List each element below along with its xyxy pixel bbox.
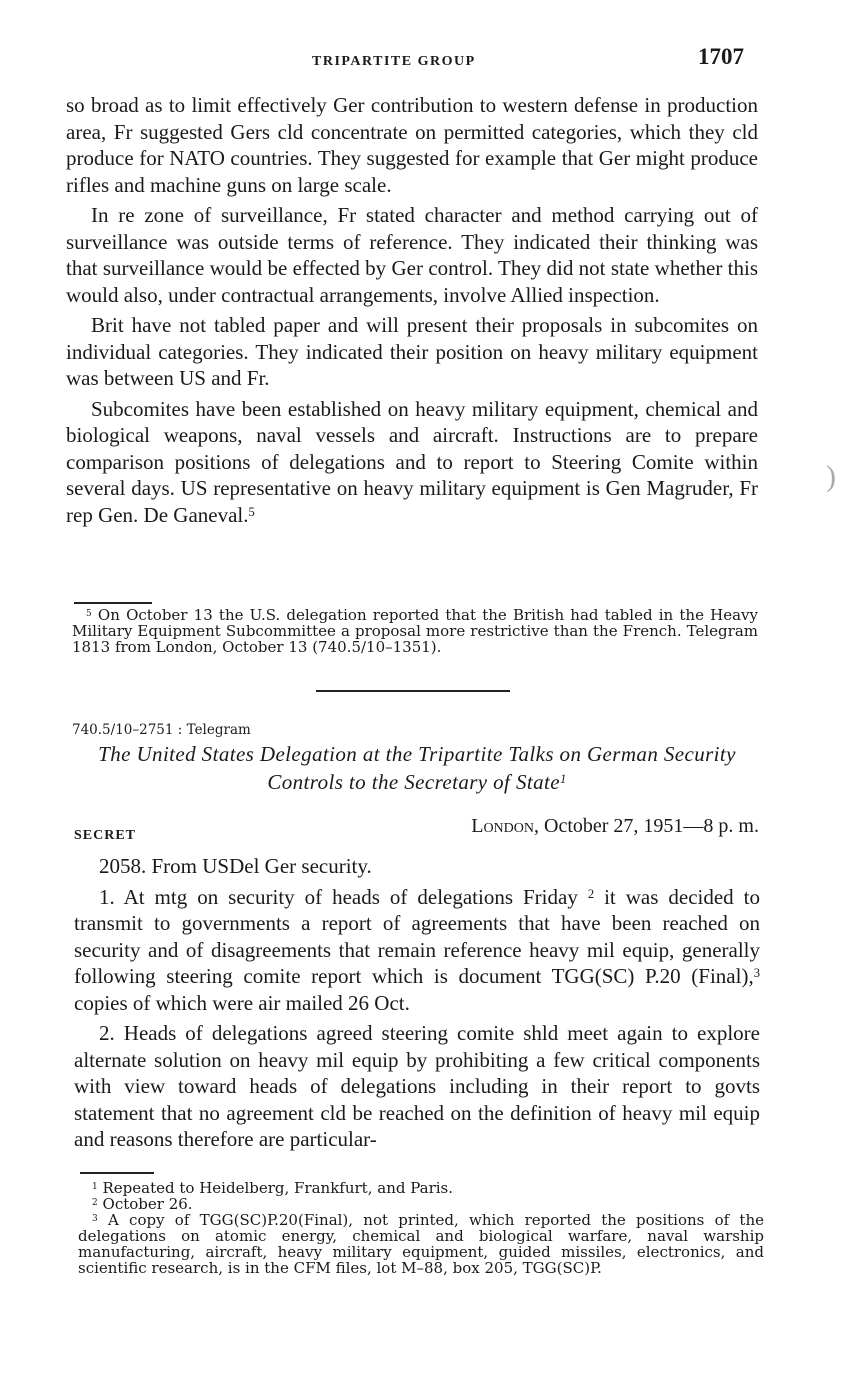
paragraph-continued: so broad as to limit effectively Ger contribution to western defense in production area, Fr suggested Gers cld concentrate on permitted categories, which they cld produce for NATO countries. They suggested for example that Ger might produce rifles and machine guns on large scale. xyxy=(66,93,758,197)
footnote-2-marker: 2 xyxy=(92,1197,98,1208)
paragraph-subcomites xyxy=(66,396,758,529)
page-number: 1707 xyxy=(698,44,744,69)
document-title-text: The United States Delegation at the Tripartite Talks on German Security Controls to the Secretary of State xyxy=(98,742,736,794)
classification-label: SECRET xyxy=(74,828,137,843)
footnote-2-text: October 26. xyxy=(102,1195,193,1213)
footnote-ref-5: 5 xyxy=(248,504,255,519)
footnote-rule-2 xyxy=(80,1172,154,1174)
dateline-date: , October 27, 1951—8 p. m. xyxy=(534,815,759,837)
telegram-body xyxy=(74,853,760,1153)
footnotes-block xyxy=(78,1180,764,1276)
footnote-2 xyxy=(78,1196,764,1212)
footnote-ref-3: 3 xyxy=(753,966,760,981)
paragraph-1-part-b: it was decided to transmit to governments a report of agreements that have been reached on security and of disagreements that remain reference heavy mil equip, generally following steering comite report which is document TGG(SC) P.20 (Final), xyxy=(74,884,760,988)
section-divider xyxy=(316,690,510,692)
footnote-3 xyxy=(78,1212,764,1276)
telegram-line: 2058. From USDel Ger security. xyxy=(99,854,372,878)
footnote-ref-1: 1 xyxy=(559,772,567,787)
paragraph-1-part-a: 1. At mtg on security of heads of delegations Friday xyxy=(99,884,578,909)
footnote-ref-2: 2 xyxy=(587,886,595,901)
footnote-5-text: On October 13 the U.S. delegation reported that the British had tabled in the Heavy Military Equipment Subcommittee a proposal more restrictive than the French. Telegram 1813 from London, October 13 (740.5/10–1351). xyxy=(72,606,758,656)
footnote-1-marker: 1 xyxy=(92,1181,98,1192)
paragraph-subcomites-text: Subcomites have been established on heavy military equipment, chemical and biological weapons, naval vessels and aircraft. Instructions are to prepare comparison positions of delegations and to report to Steering Comite within several days. US representative on heavy military equipment is Gen Magruder, Fr rep Gen. De Ganeval. xyxy=(66,396,758,527)
dateline-place: London xyxy=(471,815,535,837)
telegram-paragraph-2: 2. Heads of delegations agreed steering comite shld meet again to explore alternate solution on heavy mil equip by prohibiting a few critical components with view toward heads of delegations including in their report to govts statement that no agreement cld be reached on the definition of heavy mil equip and reasons therefore are particular- xyxy=(74,1021,760,1151)
running-head: TRIPARTITE GROUP xyxy=(312,54,476,69)
footnote-5 xyxy=(72,607,758,655)
paragraph-surveillance: In re zone of surveillance, Fr stated character and method carrying out of surveillance was outside terms of reference. They indicated their thinking was that surveillance would be effected by Ger control. They did not state whether this would also, under contractual arrangements, involve Allied inspection. xyxy=(66,203,758,307)
section1-body xyxy=(66,92,758,528)
margin-bracket-mark: ) xyxy=(826,460,836,493)
document-reference: 740.5/10–2751 : Telegram xyxy=(72,722,251,738)
footnote-3-marker: 3 xyxy=(92,1213,98,1224)
footnote-1-text: Repeated to Heidelberg, Frankfurt, and Paris. xyxy=(102,1179,454,1197)
paragraph-1-part-c: copies of which were air mailed 26 Oct. xyxy=(74,990,410,1015)
telegram-paragraph-1 xyxy=(74,884,760,1017)
footnote-5-marker: 5 xyxy=(86,608,92,619)
paragraph-brit: Brit have not tabled paper and will present their proposals in subcomites on individual categories. They indicated their position on heavy military equipment was between US and Fr. xyxy=(66,313,758,390)
footnote-1 xyxy=(78,1180,764,1196)
document-title xyxy=(72,740,762,796)
footnote-3-text: A copy of TGG(SC)P.20(Final), not printed, which reported the positions of the delegations on atomic energy, chemical and biological warfare, naval warship manufacturing, aircraft, heavy military equipment, guided missiles, electronics, and scientific research, is in the CFM files, lot M–88, box 205, TGG(SC)P. xyxy=(78,1211,764,1277)
footnote-rule xyxy=(74,602,152,604)
dateline xyxy=(424,815,759,838)
